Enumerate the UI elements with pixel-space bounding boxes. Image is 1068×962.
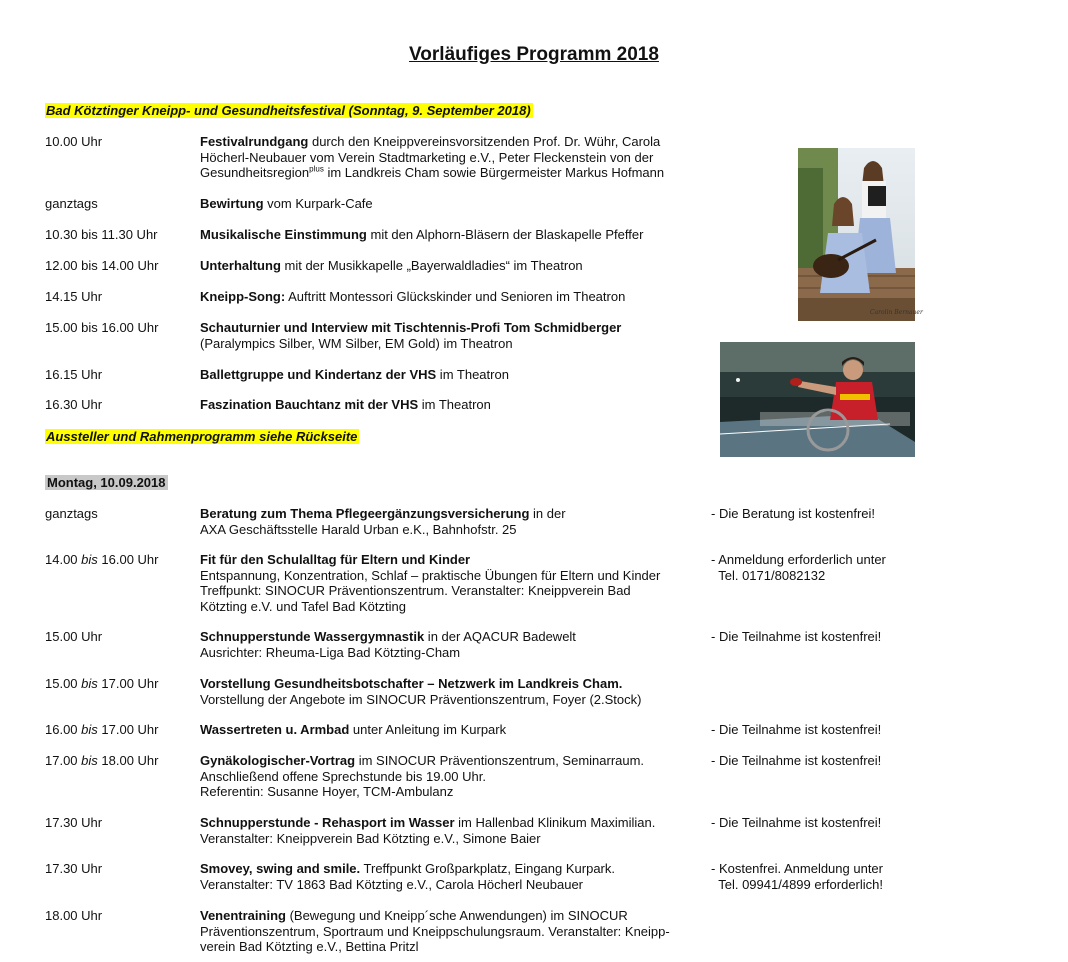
table-tennis-photo	[720, 342, 915, 457]
page-title: Vorläufiges Programm 2018	[409, 44, 659, 65]
sunday-heading: Bad Kötztinger Kneipp- und Gesundheitsfestival (Sonntag, 9. September 2018)	[46, 103, 531, 118]
monday-heading: Montag, 10.09.2018	[47, 475, 166, 490]
musicians-illustration	[798, 148, 923, 321]
musicians-photo	[798, 148, 923, 321]
table-tennis-illustration	[720, 342, 915, 457]
photo-signature: Carolin Bernauer	[870, 309, 923, 316]
sunday-footer: Aussteller und Rahmenprogramm siehe Rückseite	[46, 429, 358, 444]
